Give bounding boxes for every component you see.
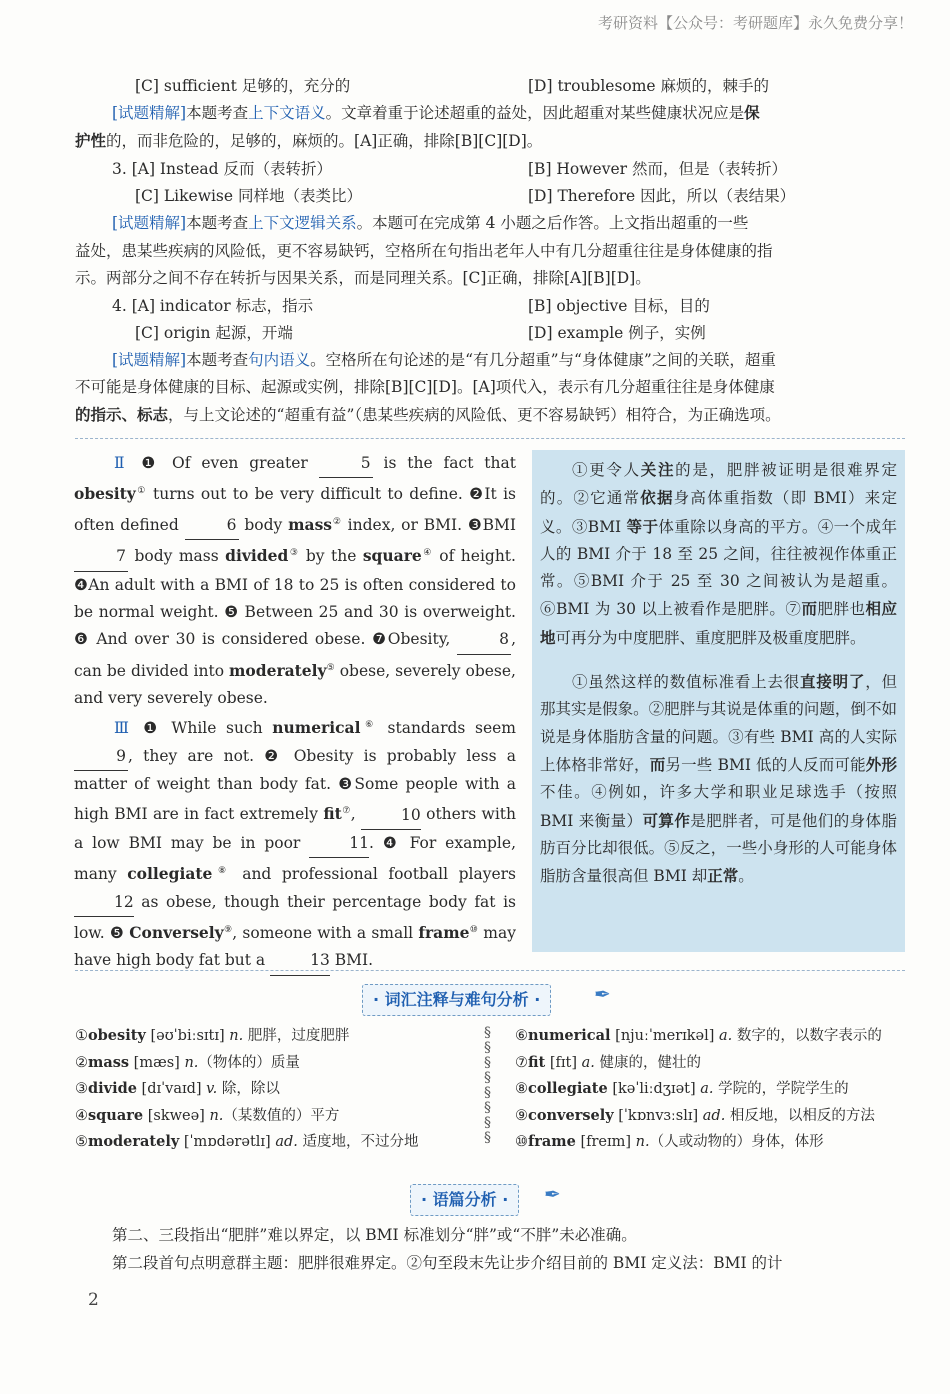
vocab-list-right xyxy=(515,1023,882,1156)
watermark: 考研资料【公众号：考研题库】永久免费分享！ xyxy=(598,14,914,32)
feather-pen-icon: ✒ xyxy=(544,1182,561,1206)
translation-paragraph-3: ①虽然这样的数值标准看上去很直接明了，但那其实是假象。②肥胖与其说是体重的问题，倒不如说是身体脂肪含量的问题。③有些 BMI 高的人实际上体格非常好，而另一些 BMI 低的人反而可能外形不佳。④例如，许多大学和职业足球选手（按照 BMI 来衡量）可算作是肥胖者，可是他们的身体脂肪百分比却很低。⑤反之，一些小身形的人可能身体脂肪含量很高但 BMI 却正常。 xyxy=(540,672,897,886)
blank-5[interactable]: 5 xyxy=(319,450,373,478)
vocab-item: ⑩frame [freɪm] n.（人或动物的）身体，体形 xyxy=(515,1133,824,1150)
q3-explanation-line1: [试题精解]本题考查上下文逻辑关系。本题可在完成第 4 小题之后作答。上文指出超重的一些 xyxy=(112,214,749,232)
q2-explanation-line1: [试题精解]本题考查上下文语义。文章着重于论述超重的益处，因此超重对某些健康状况应是保 xyxy=(112,103,760,122)
blank-8[interactable]: 8 xyxy=(457,626,511,654)
divider xyxy=(75,970,905,971)
q4-explanation-line3: 的指示、标志，与上文论述的“超重有益”（患某些疾病的风险低、更不容易缺钙）相符合，为正确选项。 xyxy=(75,405,781,424)
vocab-item: ③divide [dɪˈvaɪd] v. 除，除以 xyxy=(75,1080,280,1097)
page-number: 2 xyxy=(88,1290,99,1310)
wavy-divider: § § § § § § § § xyxy=(484,1025,491,1146)
translation-paragraph-2: ①更令人关注的是，肥胖被证明是很难界定的。②它通常依据身高体重指数（即 BMI）来定义。③BMI 等于体重除以身高的平方。④一个成年人的 BMI 介于 18 至 25 之间，往往被视作体重正常。⑤BMI 介于 25 至 30 之间被认为是超重。⑥BMI 为 30 以上被看作是肥胖。⑦而肥胖也相应地可再分为中度肥胖、重度肥胖及极重度肥胖。 xyxy=(540,460,897,647)
vocab-item: ⑨conversely [ˈkɒnvɜːslɪ] ad. 相反地，以相反的方法 xyxy=(515,1106,875,1124)
analysis-line2: 第二段首句点明意群主题：肥胖很难界定。②句至段末先让步介绍目前的 BMI 定义法：BMI 的计 xyxy=(112,1254,783,1272)
paragraph-3: Ⅲ ❶ While such numerical⑥ standards seem 9 , they are not. ❷ Obesity is probably less a matter of weight than body fat. ❸Some people with a high BMI are in fact extremely fit⑦, 10 others with a low BMI may be in poor 11. ❹ For example, many collegiate⑧ and professional football players 12 as obese, though their percentage body fat is low. ❺ Conversely⑨, someone with a small frame⑩ may have high body fat but a 13 BMI. xyxy=(74,712,516,975)
paragraph-number: Ⅲ xyxy=(114,719,134,738)
q4-option-d: [D] example 例子，实例 xyxy=(528,324,706,342)
blank-7[interactable]: 7 xyxy=(74,543,128,571)
vocab-item: ②mass [mæs] n.（物体的）质量 xyxy=(75,1053,300,1071)
blank-6[interactable]: 6 xyxy=(185,512,239,540)
q4-explanation-line1: [试题精解]本题考查句内语义。空格所在句论述的是“有几分超重”与“身体健康”之间的关联，超重 xyxy=(112,351,776,369)
translation-box xyxy=(532,450,905,952)
vocab-list-left xyxy=(75,1023,418,1156)
blank-9[interactable]: 9 xyxy=(74,743,128,771)
divider xyxy=(75,438,905,439)
passage-english xyxy=(74,450,516,976)
q3-option-a: 3. [A] Instead 反而（表转折） xyxy=(112,160,332,178)
paragraph-number: Ⅱ xyxy=(114,454,131,472)
vocab-item: ⑧collegiate [kəˈliːdʒɪət] a. 学院的，学院学生的 xyxy=(515,1080,849,1097)
analysis-line1: 第二、三段指出“肥胖”难以界定，以 BMI 标准划分“胖”或“不胖”未必准确。 xyxy=(112,1226,637,1244)
q3-option-c: [C] Likewise 同样地（表类比） xyxy=(135,187,362,205)
q4-option-c: [C] origin 起源，开端 xyxy=(135,324,293,342)
q3-explanation-line2: 益处，患某些疾病的风险低，更不容易缺钙，空格所在句指出老年人中有几分超重往往是身体健康的指 xyxy=(75,242,773,260)
feather-pen-icon: ✒ xyxy=(594,982,611,1006)
q2-option-c: [C] sufficient 足够的，充分的 xyxy=(135,77,351,95)
q4-option-a: 4. [A] indicator 标志，指示 xyxy=(112,297,314,315)
q3-option-d: [D] Therefore 因此，所以（表结果） xyxy=(528,187,796,205)
vocab-heading: · 词汇注释与难句分析 · xyxy=(362,984,551,1016)
q2-explanation-line2: 护性的，而非危险的，足够的，麻烦的。[A]正确，排除[B][C][D]。 xyxy=(75,131,543,150)
analysis-heading: · 语篇分析 · xyxy=(410,1184,519,1216)
blank-12[interactable]: 12 xyxy=(74,889,134,917)
q2-option-d: [D] troublesome 麻烦的，棘手的 xyxy=(528,77,770,95)
q4-option-b: [B] objective 目标，目的 xyxy=(528,297,710,315)
vocab-item: ⑦fit [fɪt] a. 健康的，健壮的 xyxy=(515,1053,701,1071)
vocab-item: ⑥numerical [njuːˈmerɪkəl] a. 数字的，以数字表示的 xyxy=(515,1027,882,1044)
paragraph-2: Ⅱ ❶ Of even greater 5 is the fact that obesity① turns out to be very difficult to define. ❷It is often defined 6 body mass② index, or BMI. ❸BMI 7 body mass divided③ by the square④ of height. ❹An adult with a BMI of 18 to 25 is often considered to be normal weight. ❺ Between 25 and 30 is overweight. ❻ And over 30 is considered obese. ❼Obesity, 8 , can be divided into moderately⑤ obese, severely obese, and very severely obese. xyxy=(74,450,516,712)
vocab-item: ④square [skweə] n.（某数值的）平方 xyxy=(75,1106,340,1124)
q3-option-b: [B] However 然而，但是（表转折） xyxy=(528,160,787,178)
blank-10[interactable]: 10 xyxy=(361,802,421,830)
q3-explanation-line3: 示。两部分之间不存在转折与因果关系，而是同理关系。[C]正确，排除[A][B][D]。 xyxy=(75,269,651,287)
blank-13[interactable]: 13 xyxy=(270,947,330,975)
q4-explanation-line2: 不可能是身体健康的目标、起源或实例，排除[B][C][D]。[A]项代入，表示有几分超重往往是身体健康 xyxy=(75,378,775,396)
vocab-item: ⑤moderately [ˈmɒdərətlɪ] ad. 适度地，不过分地 xyxy=(75,1133,419,1150)
vocab-item: ①obesity [əʊˈbiːsɪtɪ] n. 肥胖，过度肥胖 xyxy=(75,1027,350,1044)
blank-11[interactable]: 11 xyxy=(309,830,369,858)
